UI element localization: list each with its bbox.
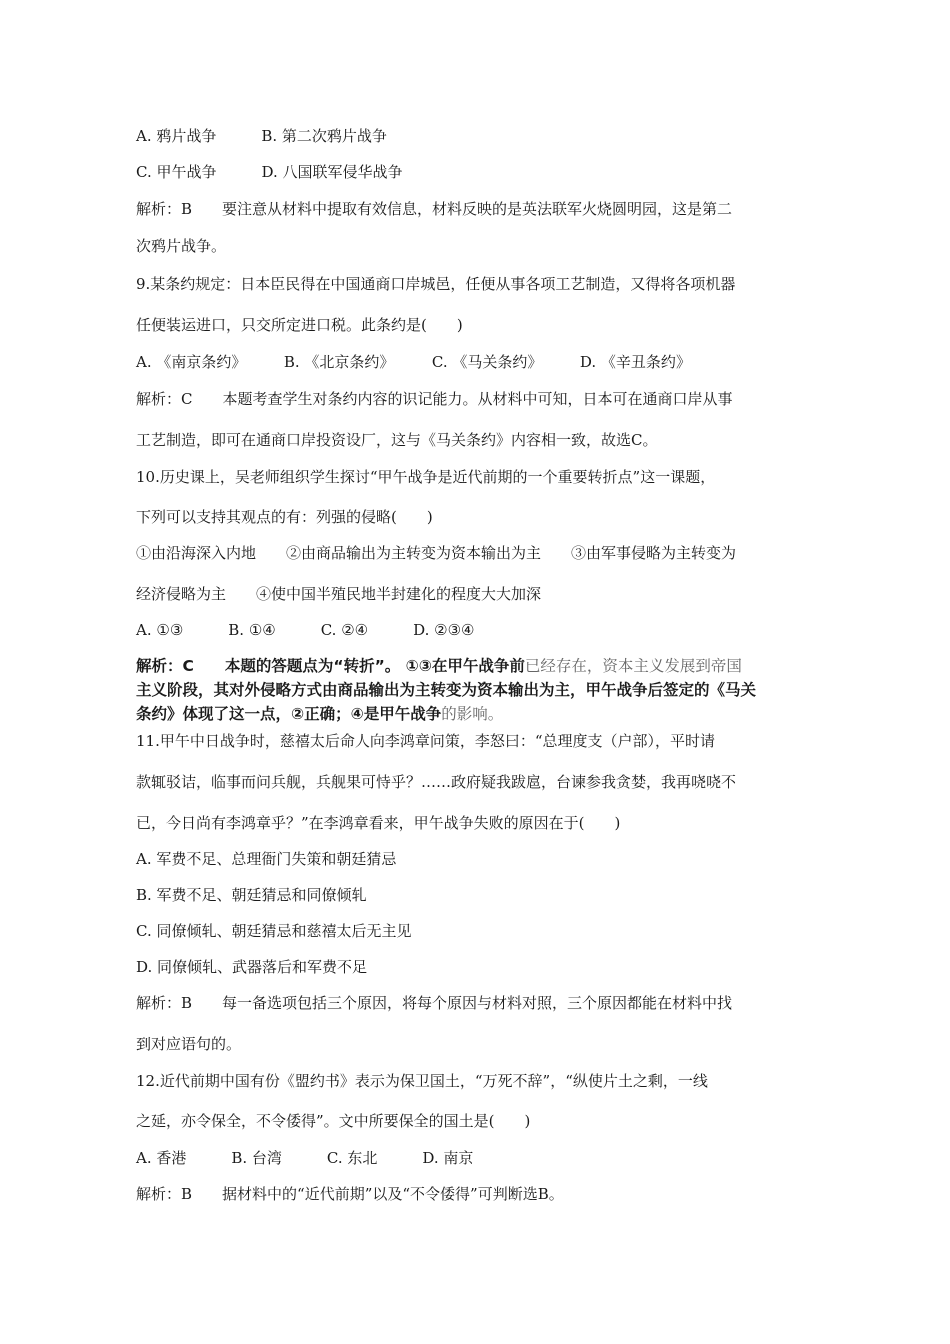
q10-stem-line-3: ①由沿海深入内地 ②由商品输出为主转变为资本输出为主 ③由军事侵略为主转变为 [136, 544, 737, 562]
q8-options-ab: A. 鸦片战争 B. 第二次鸦片战争 [136, 127, 387, 145]
q9-answer-line-2: 工艺制造，即可在通商口岸投资设厂，这与《马关条约》内容相一致，故选C。 [136, 431, 658, 449]
q9-options: A. 《南京条约》 B. 《北京条约》 C. 《马关条约》 D. 《辛丑条约》 [136, 353, 691, 371]
q11-stem-line-2: 款辄驳诘，临事而问兵舰，兵舰果可恃乎？……政府疑我跋扈，台谏参我贪婪，我再哓哓不 [136, 773, 737, 791]
q11-stem-line-1: 11.甲午中日战争时，慈禧太后命人向李鸿章问策，李怒曰：“总理度支（户部），平时请 [136, 732, 716, 750]
q10-stem-line-4: 经济侵略为主 ④使中国半殖民地半封建化的程度大大加深 [136, 585, 542, 603]
q11-option-b: B. 军费不足、朝廷猜忌和同僚倾轧 [136, 886, 367, 904]
q12-stem-line-2: 之延，亦令保全，不令倭得”。文中所要保全的国土是( ) [136, 1112, 531, 1130]
q9-stem-line-2: 任便装运进口，只交所定进口税。此条约是( ) [136, 316, 463, 334]
q8-answer-line-2: 次鸦片战争。 [136, 237, 227, 255]
q12-stem-line-1: 12.近代前期中国有份《盟约书》表示为保卫国土，“万死不辞”，“纵使片土之剩，一线 [136, 1072, 708, 1090]
q10-answer-line-3b: 的影响。 [441, 705, 504, 723]
q11-answer-line-2: 到对应语句的。 [136, 1035, 242, 1053]
q11-answer-line-1: 解析：B 每一备选项包括三个原因，将每个原因与材料对照，三个原因都能在材料中找 [136, 994, 733, 1012]
q11-stem-line-3: 已，今日尚有李鸿章乎？”在李鸿章看来，甲午战争失败的原因在于( ) [136, 814, 621, 832]
q8-answer-line-1: 解析：B 要注意从材料中提取有效信息，材料反映的是英法联军火烧圆明园，这是第二 [136, 200, 733, 218]
q12-answer: 解析：B 据材料中的“近代前期”以及“不令倭得”可判断选B。 [136, 1185, 564, 1203]
q9-stem-line-1: 9.某条约规定：日本臣民得在中国通商口岸城邑，任便从事各项工艺制造，又得将各项机器 [136, 275, 736, 293]
q10-answer-line-3 [136, 704, 503, 724]
q11-option-d: D. 同僚倾轧、武器落后和军费不足 [136, 958, 368, 976]
q10-answer-line-1a: 解析：C 本题的答题点为“转折”。 ①③在甲午战争前 [136, 657, 525, 675]
q9-answer-line-1: 解析：C 本题考查学生对条约内容的识记能力。从材料中可知，日本可在通商口岸从事 [136, 390, 733, 408]
q12-options: A. 香港 B. 台湾 C. 东北 D. 南京 [136, 1149, 474, 1167]
q10-answer-line-2: 主义阶段，其对外侵略方式由商品输出为主转变为资本输出为主，甲午战争后签定的《马关 [136, 681, 757, 699]
q8-options-cd: C. 甲午战争 D. 八国联军侵华战争 [136, 163, 403, 181]
q10-stem-line-2: 下列可以支持其观点的有：列强的侵略( ) [136, 508, 433, 526]
q10-answer-line-3a: 条约》体现了这一点，②正确；④是甲午战争 [136, 705, 442, 723]
q10-options: A. ①③ B. ①④ C. ②④ D. ②③④ [136, 621, 475, 639]
q11-option-a: A. 军费不足、总理衙门失策和朝廷猜忌 [136, 850, 397, 868]
q10-stem-line-1: 10.历史课上，吴老师组织学生探讨“甲午战争是近代前期的一个重要转折点”这一课题， [136, 468, 716, 486]
q11-option-c: C. 同僚倾轧、朝廷猜忌和慈禧太后无主见 [136, 922, 412, 940]
q10-answer-line-1b: 已经存在，资本主义发展到帝国 [524, 657, 742, 675]
q10-answer-line-1 [136, 656, 742, 676]
